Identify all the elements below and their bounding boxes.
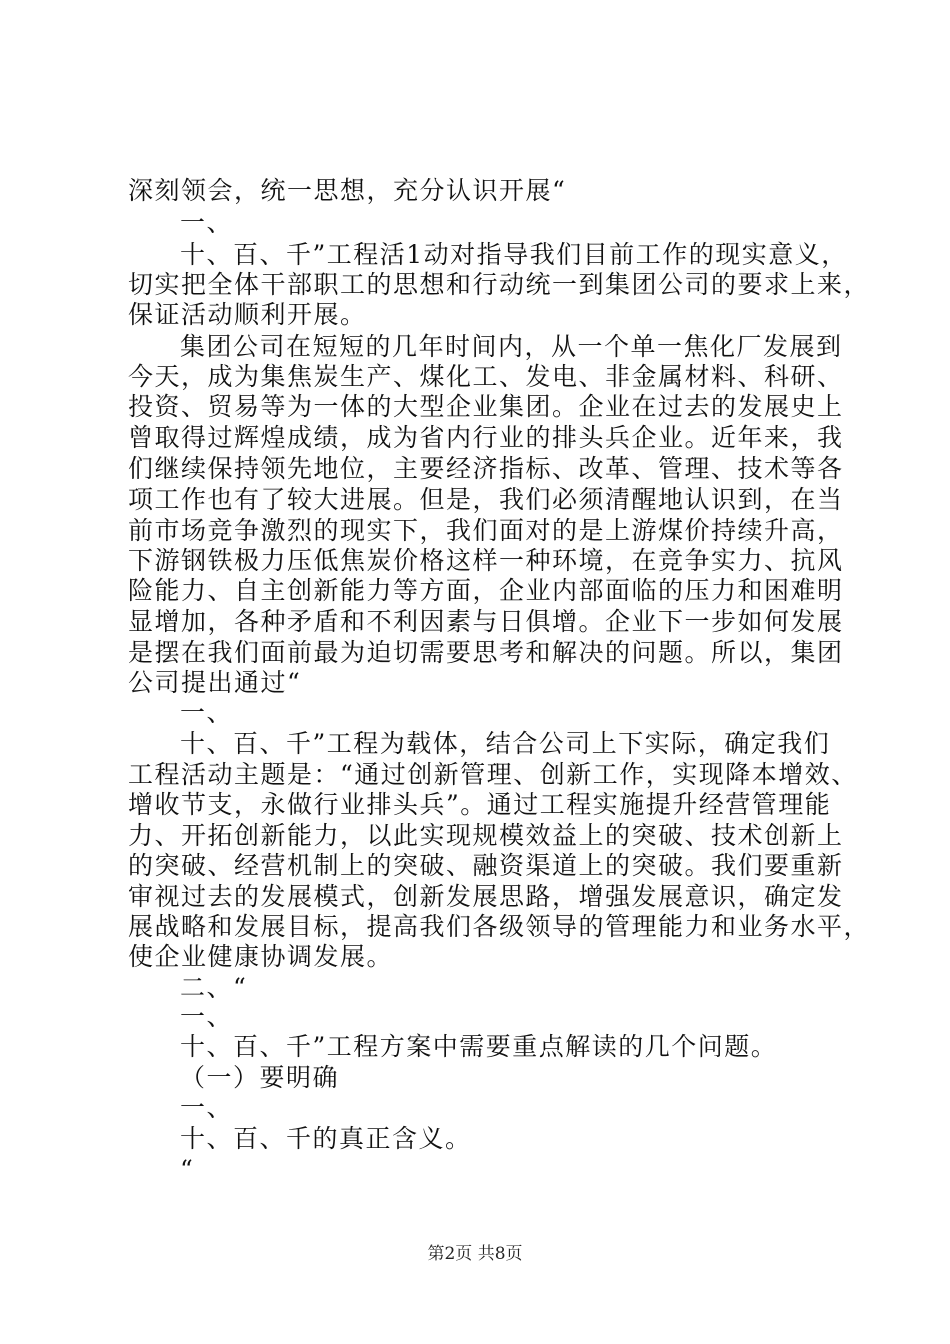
text-line: 二、“ xyxy=(180,973,248,1002)
text-line: 集团公司在短短的几年时间内，从一个单一焦化厂发展到 xyxy=(180,332,843,361)
text-line: 一、 xyxy=(180,208,234,237)
text-line: 审视过去的发展模式，创新发展思路，增强发展意识，确定发 xyxy=(128,882,844,911)
text-line: “ xyxy=(180,1155,195,1184)
text-line: 们继续保持领先地位，主要经济指标、改革、管理、技术等各 xyxy=(128,454,844,483)
text-line: 十、百、千”工程方案中需要重点解读的几个问题。 xyxy=(180,1032,778,1061)
text-line: 公司提出通过“ xyxy=(128,668,302,697)
text-line: 的突破、经营机制上的突破、融资渠道上的突破。我们要重新 xyxy=(128,851,844,880)
text-line: 力、开拓创新能力，以此实现规模效益上的突破、技术创新上 xyxy=(128,821,844,850)
text-line: 险能力、自主创新能力等方面，企业内部面临的压力和困难明 xyxy=(128,576,844,605)
text-line: 投资、贸易等为一体的大型企业集团。企业在过去的发展史上 xyxy=(128,392,844,421)
text-line: 十、百、千的真正含义。 xyxy=(180,1124,472,1153)
text-line: 显增加，各种矛盾和不利因素与日俱增。企业下一步如何发展 xyxy=(128,607,844,636)
text-line: 保证活动顺利开展。 xyxy=(128,300,367,329)
text-line: 下游钢铁极力压低焦炭价格这样一种环境，在竞争实力、抗风 xyxy=(128,546,844,575)
text-line: 工程活动主题是：“通过创新管理、创新工作，实现降本增效、 xyxy=(128,760,858,789)
text-line: 今天，成为集焦炭生产、煤化工、发电、非金属材料、科研、 xyxy=(128,362,844,391)
text-line: 深刻领会，统一思想，充分认识开展“ xyxy=(128,176,567,205)
text-line: 十、百、千”工程为载体，结合公司上下实际，确定我们 xyxy=(180,729,831,758)
text-line: 切实把全体干部职工的思想和行动统一到集团公司的要求上来， xyxy=(128,270,871,299)
page-number-footer: 第2页 共8页 xyxy=(427,1244,523,1264)
text-line: 前市场竞争激烈的现实下，我们面对的是上游煤价持续升高， xyxy=(128,516,844,545)
text-line: 展战略和发展目标，提高我们各级领导的管理能力和业务水平， xyxy=(128,912,871,941)
text-line: 项工作也有了较大进展。但是，我们必须清醒地认识到，在当 xyxy=(128,485,844,514)
text-line: 一、 xyxy=(180,698,234,727)
text-line: 曾取得过辉煌成绩，成为省内行业的排头兵企业。近年来，我 xyxy=(128,423,844,452)
text-line: 一、 xyxy=(180,1002,234,1031)
text-line: 十、百、千”工程活1动对指导我们目前工作的现实意义， xyxy=(180,240,848,269)
text-line: （一）要明确 xyxy=(180,1063,340,1092)
text-line: 是摆在我们面前最为迫切需要思考和解决的问题。所以，集团 xyxy=(128,638,844,667)
text-line: 使企业健康协调发展。 xyxy=(128,942,394,971)
text-line: 一、 xyxy=(180,1093,234,1122)
text-line: 增收节支，永做行业排头兵”。通过工程实施提升经营管理能 xyxy=(128,790,832,819)
